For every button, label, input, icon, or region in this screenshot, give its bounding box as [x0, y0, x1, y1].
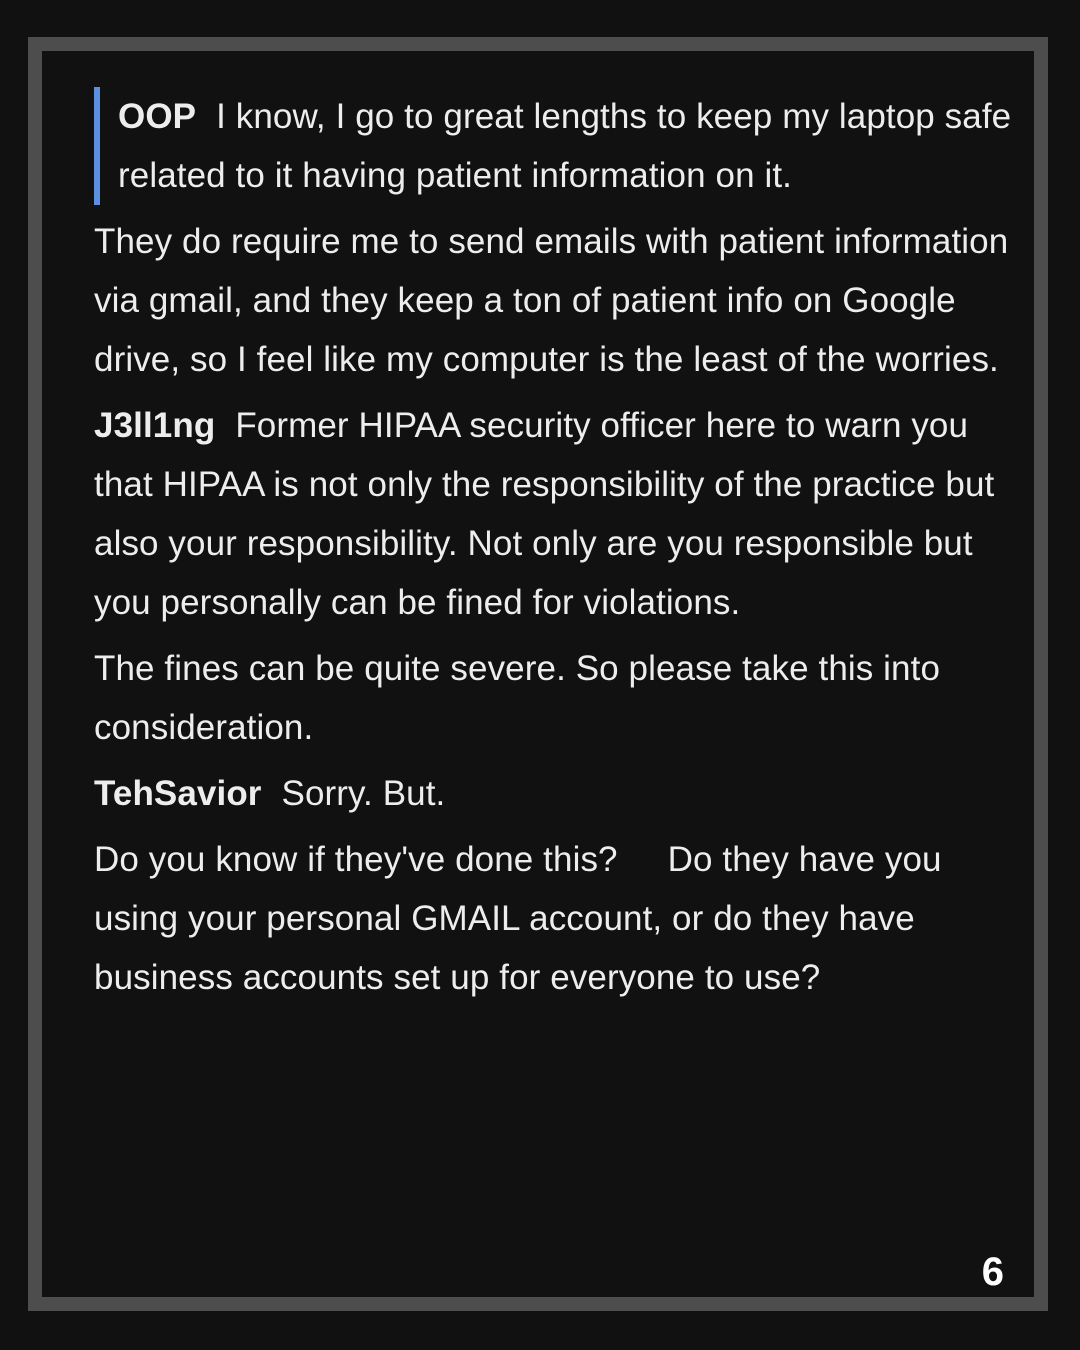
content-frame	[28, 37, 1048, 1311]
comment-username[interactable]: TehSavior	[94, 774, 262, 813]
comment-text-part-a: Do you know if they've done this?	[94, 840, 618, 879]
quote-username[interactable]: OOP	[118, 97, 197, 136]
quote-text: I know, I go to great lengths to keep my laptop safe related to it having patient information on it.	[118, 97, 1012, 195]
comment-tehsavior-continued	[94, 830, 1014, 1007]
comment-text: Sorry. But.	[281, 774, 446, 813]
oop-reply-text: They do require me to send emails with patient information via gmail, and they keep a ton of patient info on Google drive, so I feel like my computer is the least of the worries.	[94, 222, 1009, 379]
comment-tehsavior	[94, 764, 1014, 823]
comment-j3ll1ng	[94, 396, 1014, 632]
page-number: 6	[981, 1250, 1004, 1294]
comment-j3ll1ng-continued: The fines can be quite severe. So please take this into consideration.	[94, 649, 941, 747]
thread-content	[94, 87, 1014, 1014]
quoted-comment	[94, 87, 1014, 205]
comment-text: Former HIPAA security officer here to warn you that HIPAA is not only the responsibility of the practice but also your responsibility. Not only are you responsible but you personally can be fined for violations.	[94, 406, 995, 622]
comment-text-part-b: Do they have you using your personal GMAIL account, or do they have business accounts set up for everyone to use?	[94, 840, 942, 997]
comment-username[interactable]: J3ll1ng	[94, 406, 216, 445]
